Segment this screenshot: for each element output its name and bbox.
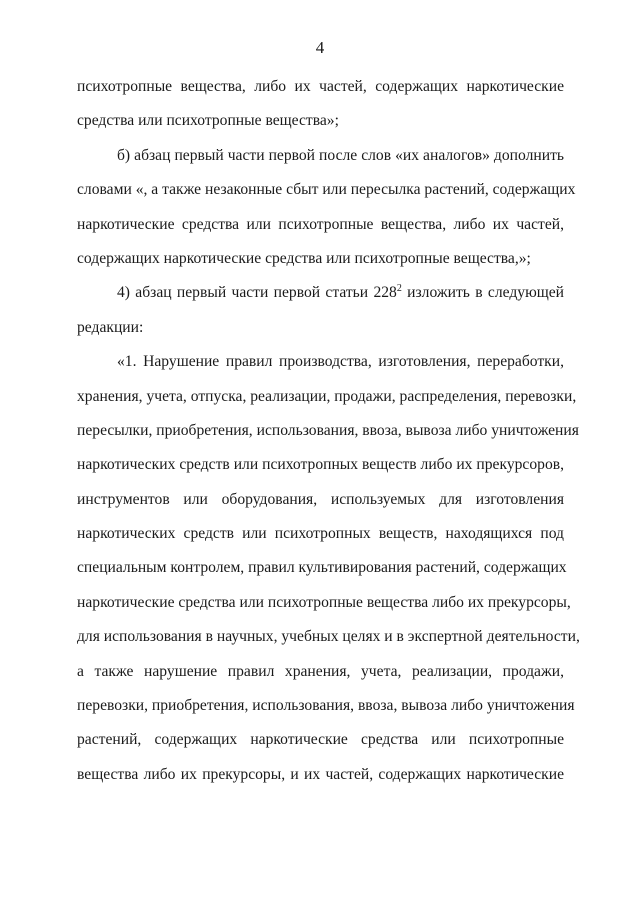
- text-line: психотропные вещества, либо их частей, содержащих наркотические: [77, 78, 564, 95]
- page-number: 4: [315, 38, 325, 57]
- text-line: «1. Нарушение правил производства, изготовления, переработки,: [117, 353, 564, 371]
- text-line: для использования в научных, учебных целях и в экспертной деятельности,: [77, 628, 580, 646]
- text-line: специальным контролем, правил культивирования растений, содержащих: [77, 559, 567, 577]
- text-line: словами «, а также незаконные сбыт или пересылка растений, содержащих: [77, 181, 576, 199]
- text-line: инструментов или оборудования, используемых для изготовления: [77, 490, 564, 508]
- text-line: хранения, учета, отпуска, реализации, продажи, распределения, перевозки,: [77, 387, 577, 405]
- text-line: перевозки, приобретения, использования, ввоза, вывоза либо уничтожения: [77, 697, 575, 715]
- paragraph-2: [77, 145, 576, 283]
- text-line: [77, 282, 564, 316]
- text-fragment: изложить в следующей: [401, 284, 564, 302]
- text-line: наркотических средств или психотропных веществ, находящихся под: [77, 525, 564, 543]
- text-line: б) абзац первый части первой после слов «их аналогов» дополнить: [117, 146, 564, 164]
- text-line: пересылки, приобретения, использования, ввоза, вывоза либо уничтожения: [77, 421, 579, 439]
- paragraph-1: [77, 76, 564, 145]
- text-line: содержащих наркотические средства или психотропные вещества,»;: [77, 249, 531, 267]
- paragraph-4: [77, 351, 580, 798]
- text-line: редакции:: [77, 318, 144, 336]
- text-line: наркотических средств или психотропных веществ либо их прекурсоров,: [77, 456, 564, 474]
- text-line: средства или психотропные вещества»;: [77, 112, 339, 130]
- text-line: растений, содержащих наркотические средства или психотропные: [77, 731, 564, 749]
- text-fragment: 4) абзац первый части первой статьи 228: [117, 284, 397, 302]
- paragraph-3: [77, 282, 564, 351]
- text-line: наркотические средства или психотропные вещества либо их прекурсоры,: [77, 593, 571, 611]
- text-line: вещества либо их прекурсоры, и их частей, содержащих наркотические: [77, 765, 564, 783]
- article-superscript: 2: [396, 283, 402, 295]
- text-line: а также нарушение правил хранения, учета, реализации, продажи,: [77, 662, 564, 680]
- text-line: наркотические средства или психотропные вещества, либо их частей,: [77, 215, 564, 233]
- document-body: [77, 76, 580, 798]
